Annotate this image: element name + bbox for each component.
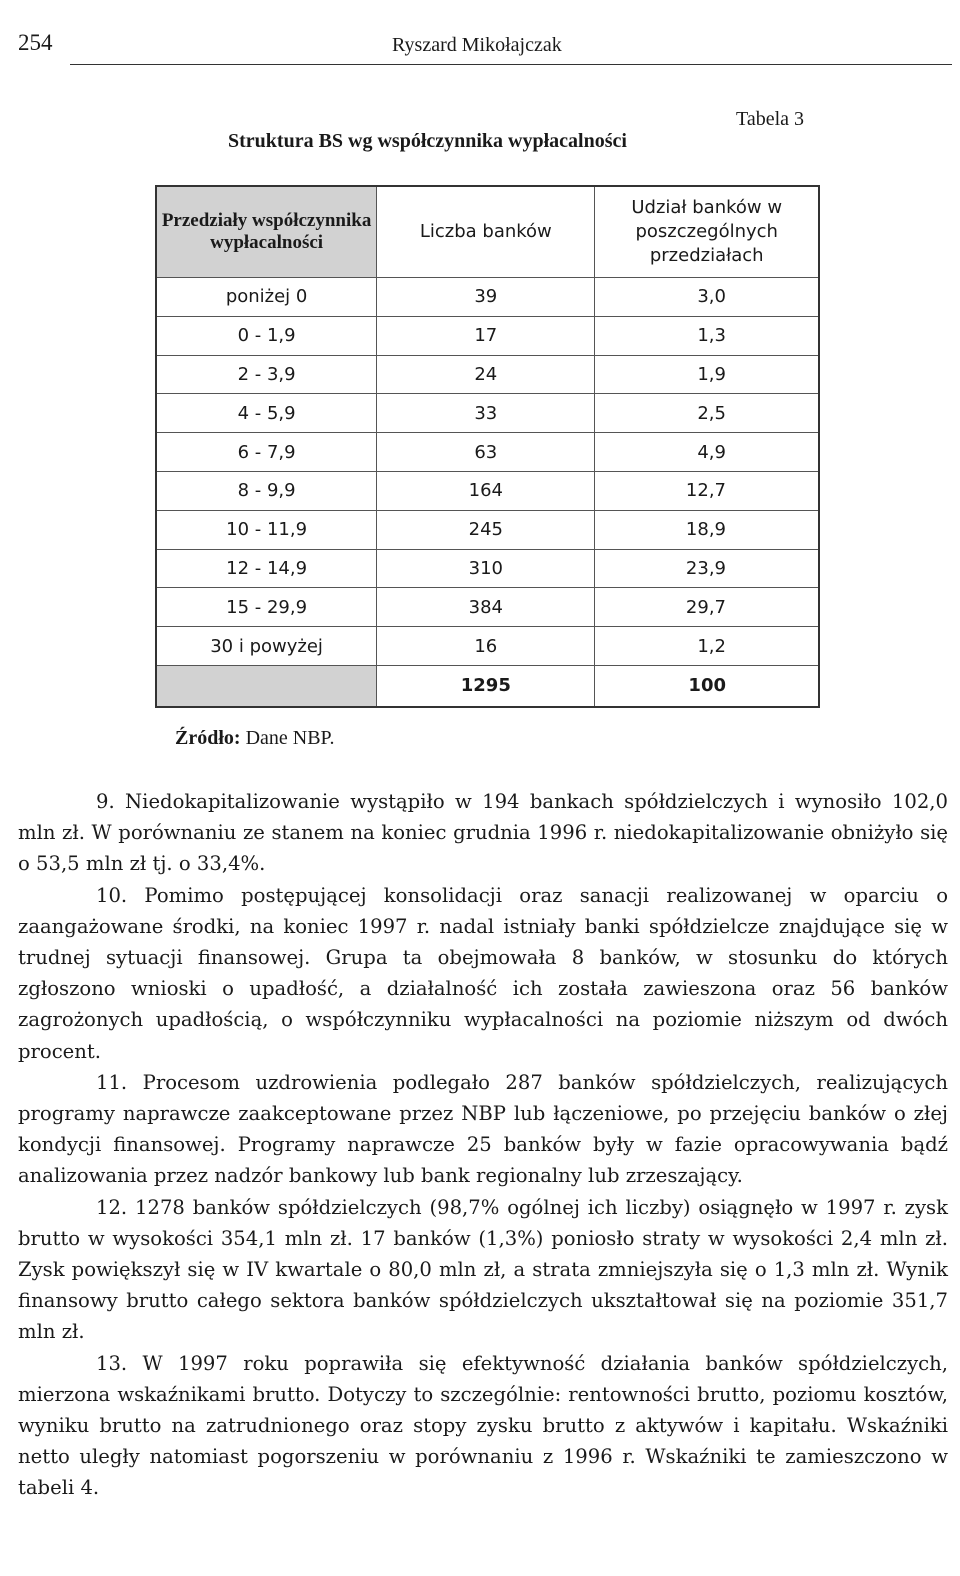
paragraph-11: 11. Procesom uzdrowienia podlegało 287 banków spółdzielczych, realizujących programy naprawcze zaakceptowane przez NBP lub łączeniowe, po przejęciu banków o złej kondycji finansowej. Programy naprawcze 25 banków były w fazie opracowywania bądź analizowania przez nadzór bankowy lub bank regionalny lub zrzeszający. — [18, 1070, 948, 1188]
table-row — [156, 433, 819, 472]
cell-count: 33 — [377, 394, 595, 433]
paragraph-13: 13. W 1997 roku poprawiła się efektywność działania banków spółdzielczych, mierzona wskaźnikami brutto. Dotyczy to szczególnie: rentowności brutto, poziomu kosztów, wyniku brutto na zatrudnionego oraz stopy zysku brutto z aktywów i kapitału. Wskaźniki netto uległy natomiast pogorszeniu w porównaniu z 1996 r. Wskaźniki te zamieszczono w tabeli 4. — [18, 1351, 948, 1500]
source-text: Dane NBP. — [245, 727, 335, 749]
cell-range: 15 - 29,9 — [156, 588, 377, 627]
header-rule — [70, 64, 952, 65]
table-row — [156, 278, 819, 317]
table-header-row — [156, 186, 819, 278]
cell-range: poniżej 0 — [156, 278, 377, 317]
cell-count: 245 — [377, 510, 595, 549]
page-number: 254 — [18, 30, 53, 55]
cell-range: 8 - 9,9 — [156, 471, 377, 510]
paragraph-10: 10. Pomimo postępującej konsolidacji oraz sanacji realizowanej w oparciu o zaangażowane środki, na koniec 1997 r. nadal istniały banki spółdzielcze znajdujące się w trudnej sytuacji finansowej. Grupa ta obejmowała 8 banków, w stosunku do których zgłoszono wnioski o upadłość, a działalność ich została zawieszona oraz 56 banków zagrożonych upadłością, o współczynniku wypłacalności na poziomie niższym od dwóch procent. — [18, 883, 948, 1063]
table-row — [156, 394, 819, 433]
table-row — [156, 510, 819, 549]
cell-range: 6 - 7,9 — [156, 433, 377, 472]
cell-share: 12,7 — [595, 471, 819, 510]
table-row — [156, 355, 819, 394]
total-share: 100 — [595, 665, 819, 707]
table-row — [156, 471, 819, 510]
cell-range: 12 - 14,9 — [156, 549, 377, 588]
total-count: 1295 — [377, 665, 595, 707]
table-row — [156, 588, 819, 627]
cell-count: 310 — [377, 549, 595, 588]
header-share: Udział banków w poszczególnych przedziałach — [595, 186, 819, 278]
table-row — [156, 627, 819, 666]
cell-share: 2,5 — [595, 394, 819, 433]
cell-count: 384 — [377, 588, 595, 627]
running-head-author: Ryszard Mikołajczak — [392, 34, 562, 56]
table-row — [156, 316, 819, 355]
table-title: Struktura BS wg współczynnika wypłacalności — [228, 130, 627, 152]
header-range: Przedziały współczynnika wypłacalności — [156, 186, 377, 278]
solvency-structure-table — [155, 185, 820, 708]
cell-share: 29,7 — [595, 588, 819, 627]
cell-share: 23,9 — [595, 549, 819, 588]
cell-count: 16 — [377, 627, 595, 666]
cell-count: 164 — [377, 471, 595, 510]
cell-share: 1,3 — [595, 316, 819, 355]
cell-range: 10 - 11,9 — [156, 510, 377, 549]
cell-share: 18,9 — [595, 510, 819, 549]
cell-count: 24 — [377, 355, 595, 394]
cell-range: 0 - 1,9 — [156, 316, 377, 355]
cell-count: 39 — [377, 278, 595, 317]
cell-share: 1,9 — [595, 355, 819, 394]
table-source — [175, 727, 334, 750]
source-label: Źródło: — [175, 727, 241, 749]
table-label: Tabela 3 — [736, 108, 805, 130]
cell-range: 2 - 3,9 — [156, 355, 377, 394]
cell-count: 63 — [377, 433, 595, 472]
cell-range: 30 i powyżej — [156, 627, 377, 666]
body-text — [18, 786, 948, 1504]
table-row — [156, 549, 819, 588]
cell-share: 1,2 — [595, 627, 819, 666]
paragraph-9: 9. Niedokapitalizowanie wystąpiło w 194 bankach spółdzielczych i wynosiło 102,0 mln zł. W porównaniu ze stanem na koniec grudnia 1996 r. niedokapitalizowanie obniżyło się o 53,5 mln zł tj. o 33,4%. — [18, 790, 948, 876]
paragraph-12: 12. 1278 banków spółdzielczych (98,7% ogólnej ich liczby) osiągnęło w 1997 r. zysk brutto w wysokości 354,1 mln zł. 17 banków (1,3%) poniosło straty w wysokości 2,4 mln zł. Zysk powiększył się w IV kwartale o 80,0 mln zł, a strata zmniejszyła się o 1,3 mln zł. Wynik finansowy brutto całego sektora banków spółdzielczych ukształtował się na poziomie 351,7 mln zł. — [18, 1195, 948, 1344]
cell-share: 4,9 — [595, 433, 819, 472]
table-total-row — [156, 665, 819, 707]
cell-share: 3,0 — [595, 278, 819, 317]
header-count: Liczba banków — [377, 186, 595, 278]
total-label-cell — [156, 665, 377, 707]
cell-range: 4 - 5,9 — [156, 394, 377, 433]
cell-count: 17 — [377, 316, 595, 355]
